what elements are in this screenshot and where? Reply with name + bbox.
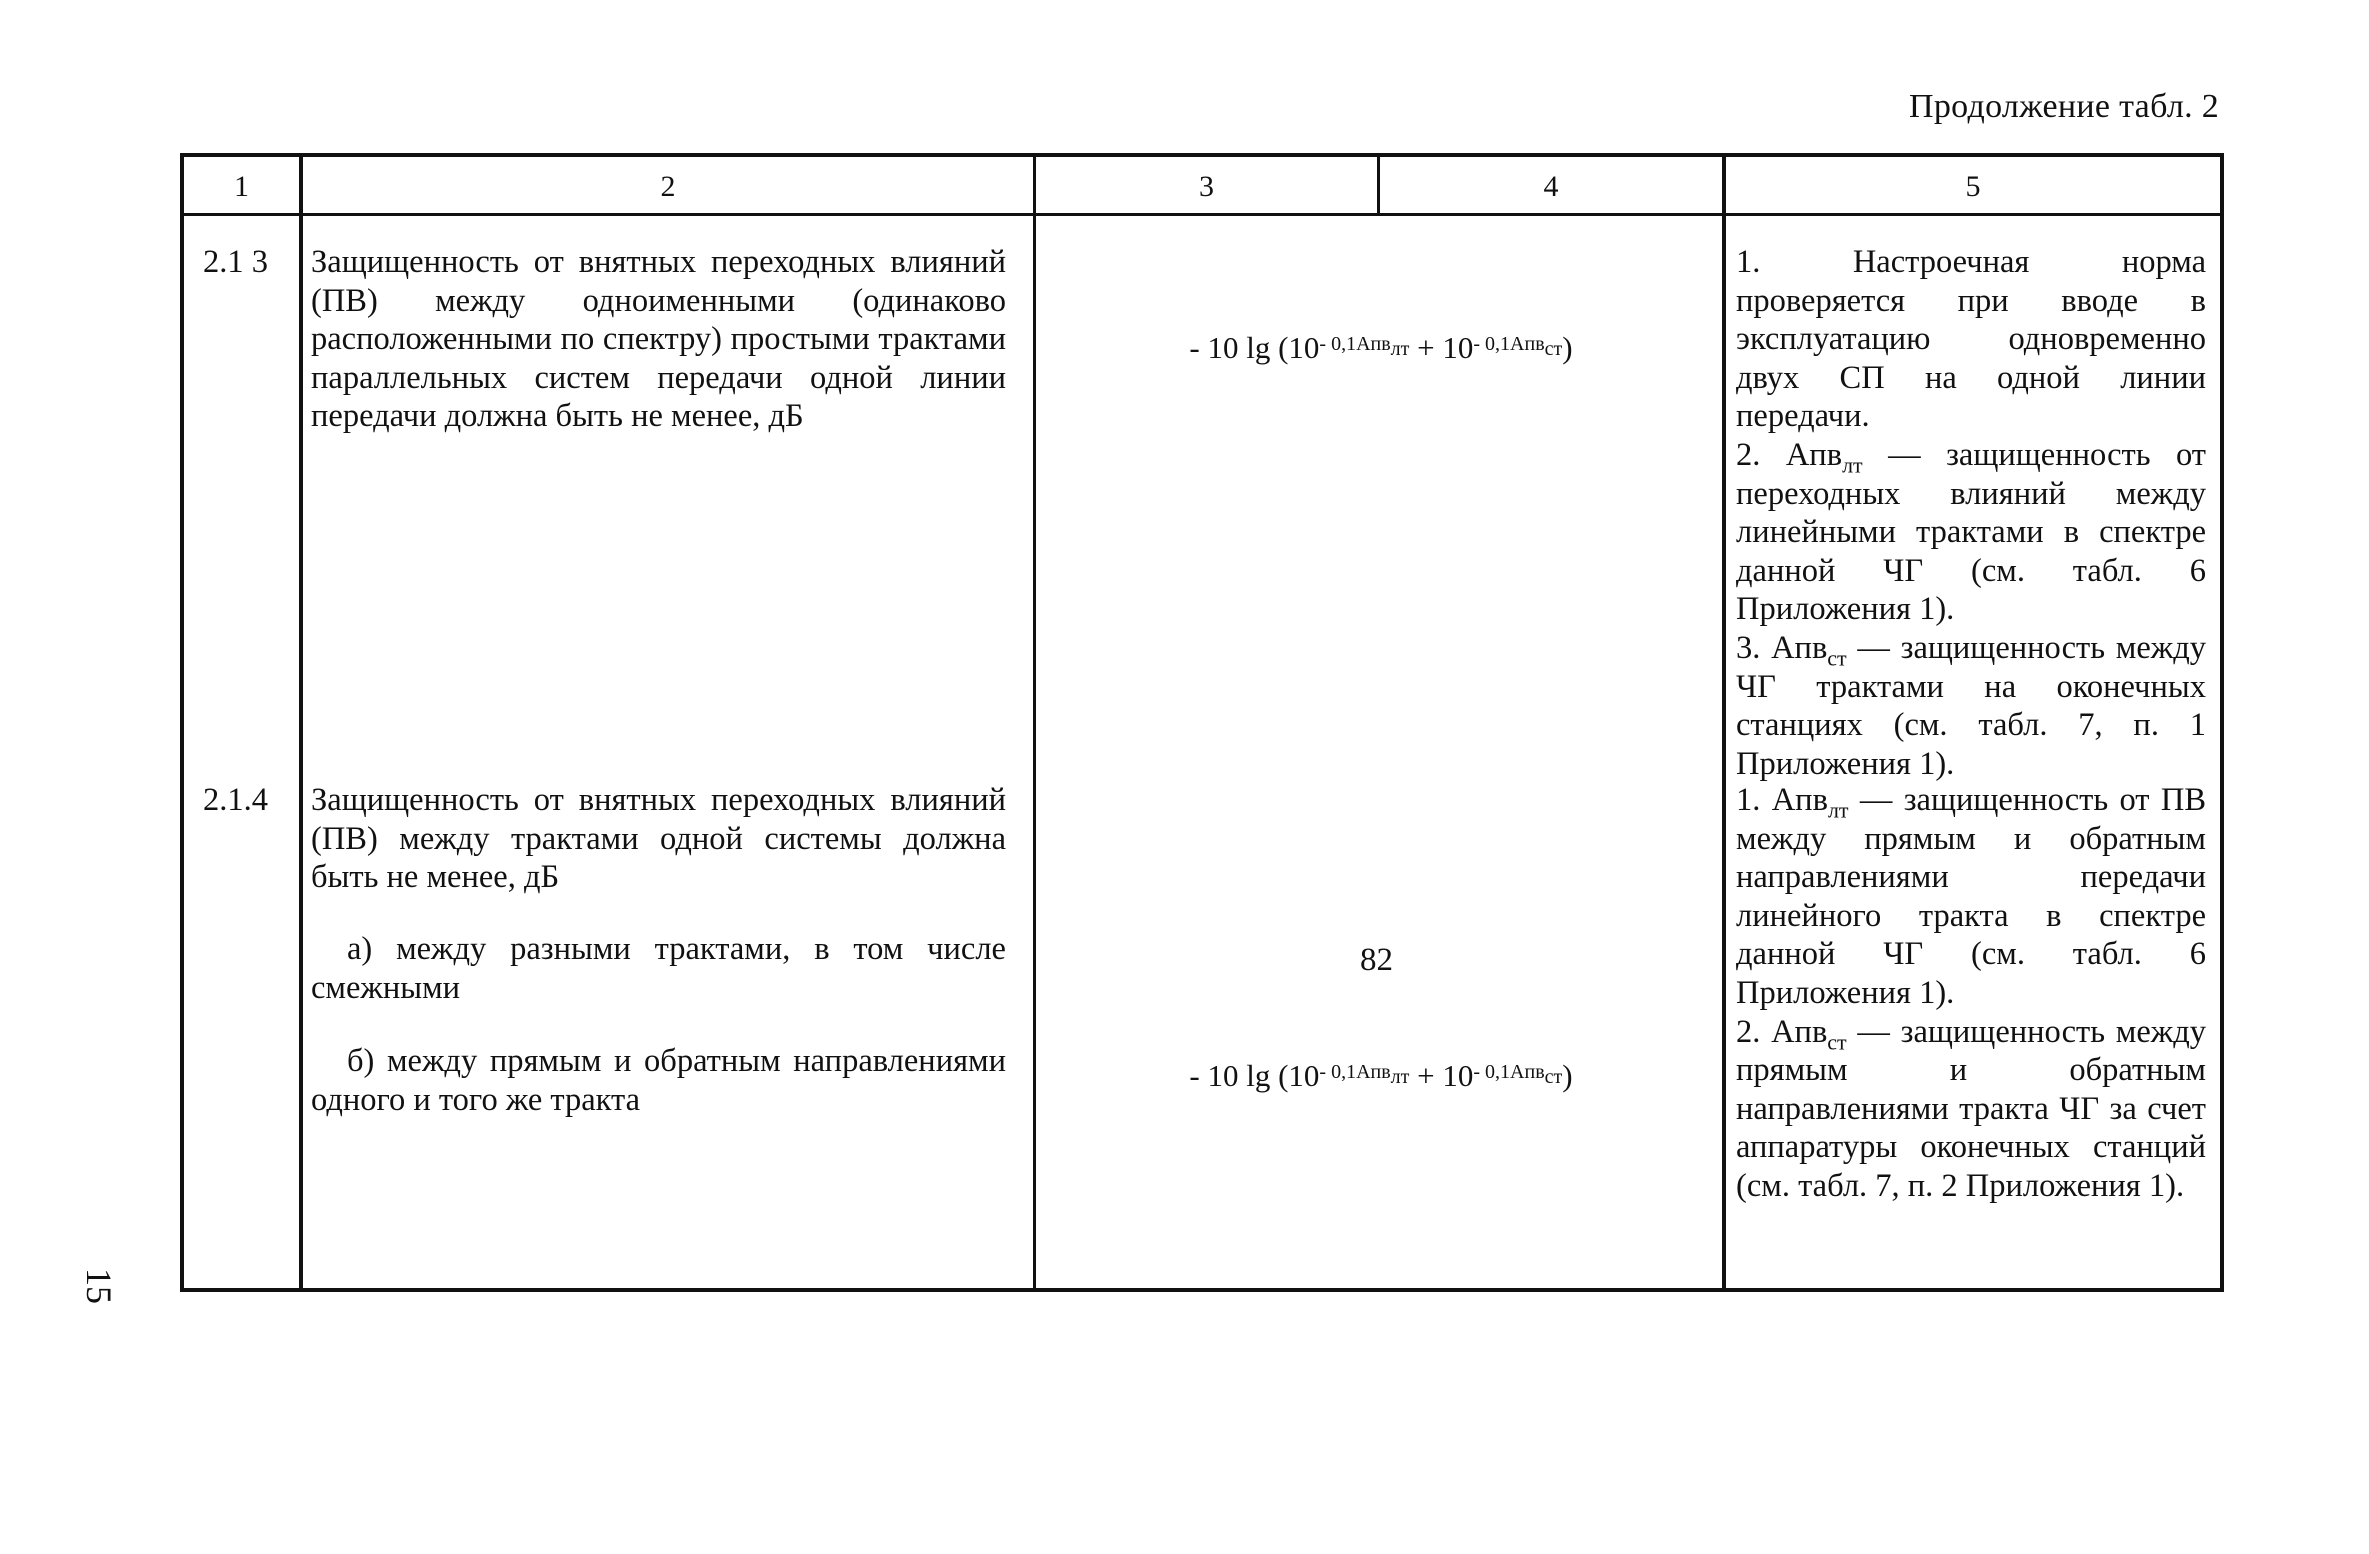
header-col-4: 4 bbox=[1543, 170, 1559, 203]
row-id: 2.1 3 bbox=[203, 244, 268, 280]
row-subitem-a: а) между разными трактами, в том числе смежными bbox=[311, 931, 1006, 1006]
note-item: 2. Апв$_{лт}$ — защищенность от переходных влияний между линейными трактами в спектре данной ЧГ (см. табл. 6 Приложения 1). bbox=[1736, 436, 2207, 628]
value-a: 82 bbox=[1360, 942, 1393, 978]
header-col-3: 3 bbox=[1199, 170, 1214, 203]
page-number: 15 bbox=[79, 1268, 119, 1304]
row-notes bbox=[1736, 243, 2206, 783]
row-description: Защищенность от внятных переходных влияний (ПВ) между одноименными (одинаково расположенными по спектру) простыми трактами параллельных систем передачи одной линии передачи должна быть не менее, дБ bbox=[311, 244, 1006, 435]
formula: - 10 $\lg (10^{- 0,1Апв_{лт}} + 10^{- 0,1Апв_{ст}})$ bbox=[1189, 1058, 1573, 1093]
row-subitem-b: б) между прямым и обратным направлениями одного и того же тракта bbox=[311, 1043, 1006, 1118]
note-item: 3. Апв$_{ст}$ — защищенность между ЧГ трактами на оконечных станциях (см. табл. 7, п. 1 Приложения 1). bbox=[1736, 629, 2206, 782]
row-notes bbox=[1736, 781, 2206, 1206]
row-description: Защищенность от внятных переходных влияний (ПВ) между трактами одной системы должна быть не менее, дБ bbox=[311, 782, 1006, 896]
note-item: 1. Настроечная норма проверяется при вводе в эксплуатацию одновременно двух СП на одной линии передачи. bbox=[1736, 244, 2206, 435]
note-item: 1. Апв$_{лт}$ — защищенность от ПВ между прямым и обратным направлениями передачи линейного тракта в спектре данной ЧГ (см. табл. 6 Приложения 1). bbox=[1736, 782, 2206, 1011]
header-col-5: 5 bbox=[1965, 170, 1981, 203]
header-col-2: 2 bbox=[660, 170, 676, 203]
header-col-1: 1 bbox=[234, 170, 249, 203]
formula: - 10 $\lg (10^{- 0,1Апв_{лт}} + 10^{- 0,1Апв_{ст}})$ bbox=[1189, 330, 1573, 365]
table-caption: Продолжение табл. 2 bbox=[1909, 88, 2219, 125]
row-id: 2.1.4 bbox=[203, 782, 268, 818]
note-item: 2. Апв$_{ст}$ — защищенность между прямым и обратным направлениями тракта ЧГ за счет аппаратуры оконечных станций (см. табл. 7, п. 2 Приложения 1). bbox=[1736, 1013, 2206, 1204]
